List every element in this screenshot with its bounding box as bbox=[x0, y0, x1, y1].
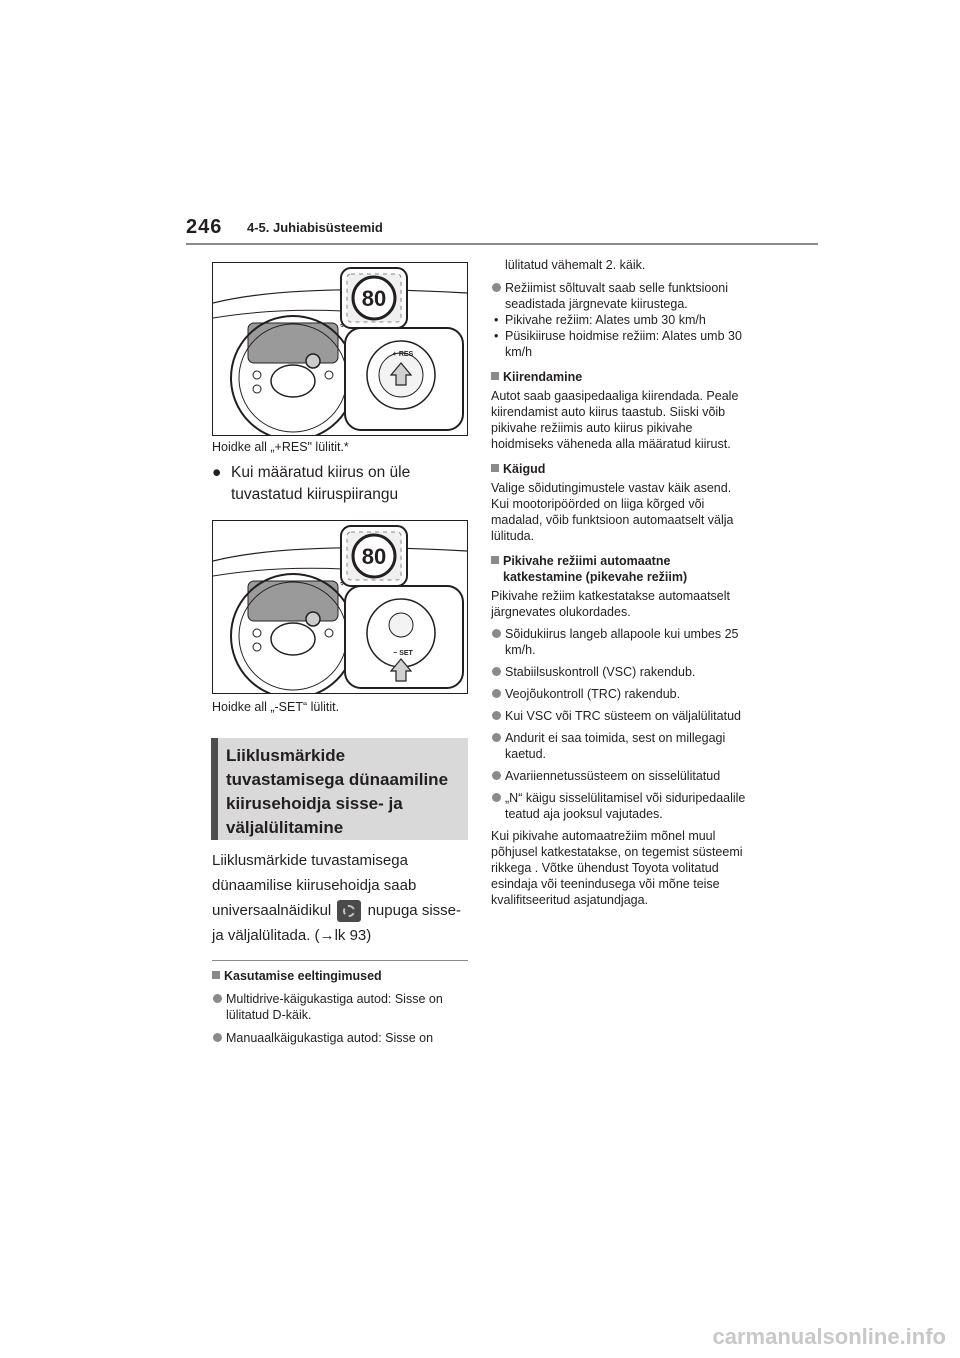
figure-caption-set: Hoidke all „-SET“ lülitit. bbox=[212, 700, 340, 714]
speed-sign-80: 80 bbox=[361, 544, 387, 569]
notes-divider bbox=[212, 960, 468, 961]
gears-text: Valige sõidutingimustele vastav käik asend. Kui mootoripöörded on liiga kõrged või madalad, võib funktsioon automaatselt välja lülituda. bbox=[491, 481, 734, 543]
set-button-label: − SET bbox=[393, 650, 413, 657]
section-heading-box bbox=[211, 738, 468, 840]
header-divider bbox=[186, 243, 818, 245]
cancel-intro: Pikivahe režiim katkestatakse automaatselt järgnevates olukordades. bbox=[491, 589, 730, 619]
speed-sign-80: 80 bbox=[361, 286, 387, 311]
list-item: • Püsikiiruse hoidmise režiim: Alates umb 30 km/h bbox=[491, 328, 751, 360]
condition-text: Kui määratud kiirus on üle tuvastatud kiiruspiirangu bbox=[231, 464, 411, 503]
list-item: • Pikivahe režiim: Alates umb 30 km/h bbox=[491, 312, 751, 328]
page-number: 246 bbox=[186, 216, 223, 238]
steering-wheel-illustration-set bbox=[212, 520, 468, 694]
para-text-start: Liiklusmärkide tuvastamisega dünaamilise kiirusehoidja saab universaalnäidikul bbox=[212, 852, 417, 919]
steering-wheel-illustration-res bbox=[212, 262, 468, 436]
right-column bbox=[491, 257, 751, 908]
list-item: Režiimist sõltuvalt saab selle funktsiooni seadistada järgnevate kiirustega. bbox=[491, 280, 751, 312]
page-reference-link[interactable]: lk 93) bbox=[334, 927, 372, 944]
chapter-title: 4-5. Juhiabisüsteemid bbox=[247, 220, 383, 235]
closing-text: Kui pikivahe automaatrežiim mõnel muul põhjusel katkestatakse, on tegemist süsteemi rikkega . Võtke ühendust Toyota volitatud esindaja või teenindusega või mõne teise kvalifitseeritud asjatundjaga. bbox=[491, 829, 743, 907]
accel-heading: Kiirendamine bbox=[491, 369, 751, 385]
gears-heading: Käigud bbox=[491, 461, 751, 477]
notes-heading: Kasutamise eeltingimused bbox=[212, 968, 468, 984]
accel-text: Autot saab gaasipedaaliga kiirendada. Peale kiirendamist auto kiirus taastub. Siiski võib pikivahe režiimis auto kiirus pikivahe hoidmiseks väheneda alla määratud kiirust. bbox=[491, 389, 739, 451]
reference-arrow: → bbox=[319, 927, 335, 944]
list-item: Stabiilsuskontroll (VSC) rakendub. bbox=[491, 664, 751, 680]
condition-bullet bbox=[212, 462, 471, 506]
section-title: Liiklusmärkide tuvastamisega dünaamiline kiirusehoidja sisse- ja väljalülitamine bbox=[226, 746, 449, 837]
res-button-label: + RES bbox=[392, 351, 414, 358]
list-item: Kui VSC või TRC süsteem on väljalülitatud bbox=[491, 708, 751, 724]
para-text-end: nupuga sisse- ja väljalülitada. ( bbox=[212, 902, 461, 944]
cancel-heading: Pikivahe režiimi automaatne katkestamine (pikevahe režiim) bbox=[491, 553, 751, 585]
list-item: Avariiennetussüsteem on sisselülitatud bbox=[491, 768, 751, 784]
continuation-text: lülitatud vähemalt 2. käik. bbox=[505, 258, 646, 272]
usage-conditions bbox=[212, 968, 468, 1046]
list-item: Manuaalkäigukastiga autod: Sisse on bbox=[212, 1030, 468, 1046]
settings-icon bbox=[337, 900, 361, 922]
watermark: carmanualsonline.info bbox=[712, 1324, 946, 1349]
list-item: Andurit ei saa toimida, sest on millegagi kaetud. bbox=[491, 730, 751, 762]
figure-caption-res: Hoidke all „+RES" lülitit.* bbox=[212, 440, 349, 454]
bullet-icon: ● bbox=[212, 464, 222, 481]
section-paragraph bbox=[212, 848, 468, 948]
list-item: Multidrive-käigukastiga autod: Sisse on lülitatud D-käik. bbox=[212, 991, 468, 1023]
list-item: Veojõukontroll (TRC) rakendub. bbox=[491, 686, 751, 702]
list-item: Sõidukiirus langeb allapoole kui umbes 25 km/h. bbox=[491, 626, 751, 658]
list-item: „N“ käigu sisselülitamisel või siduripedaalile teatud aja jooksul vajutades. bbox=[491, 790, 751, 822]
